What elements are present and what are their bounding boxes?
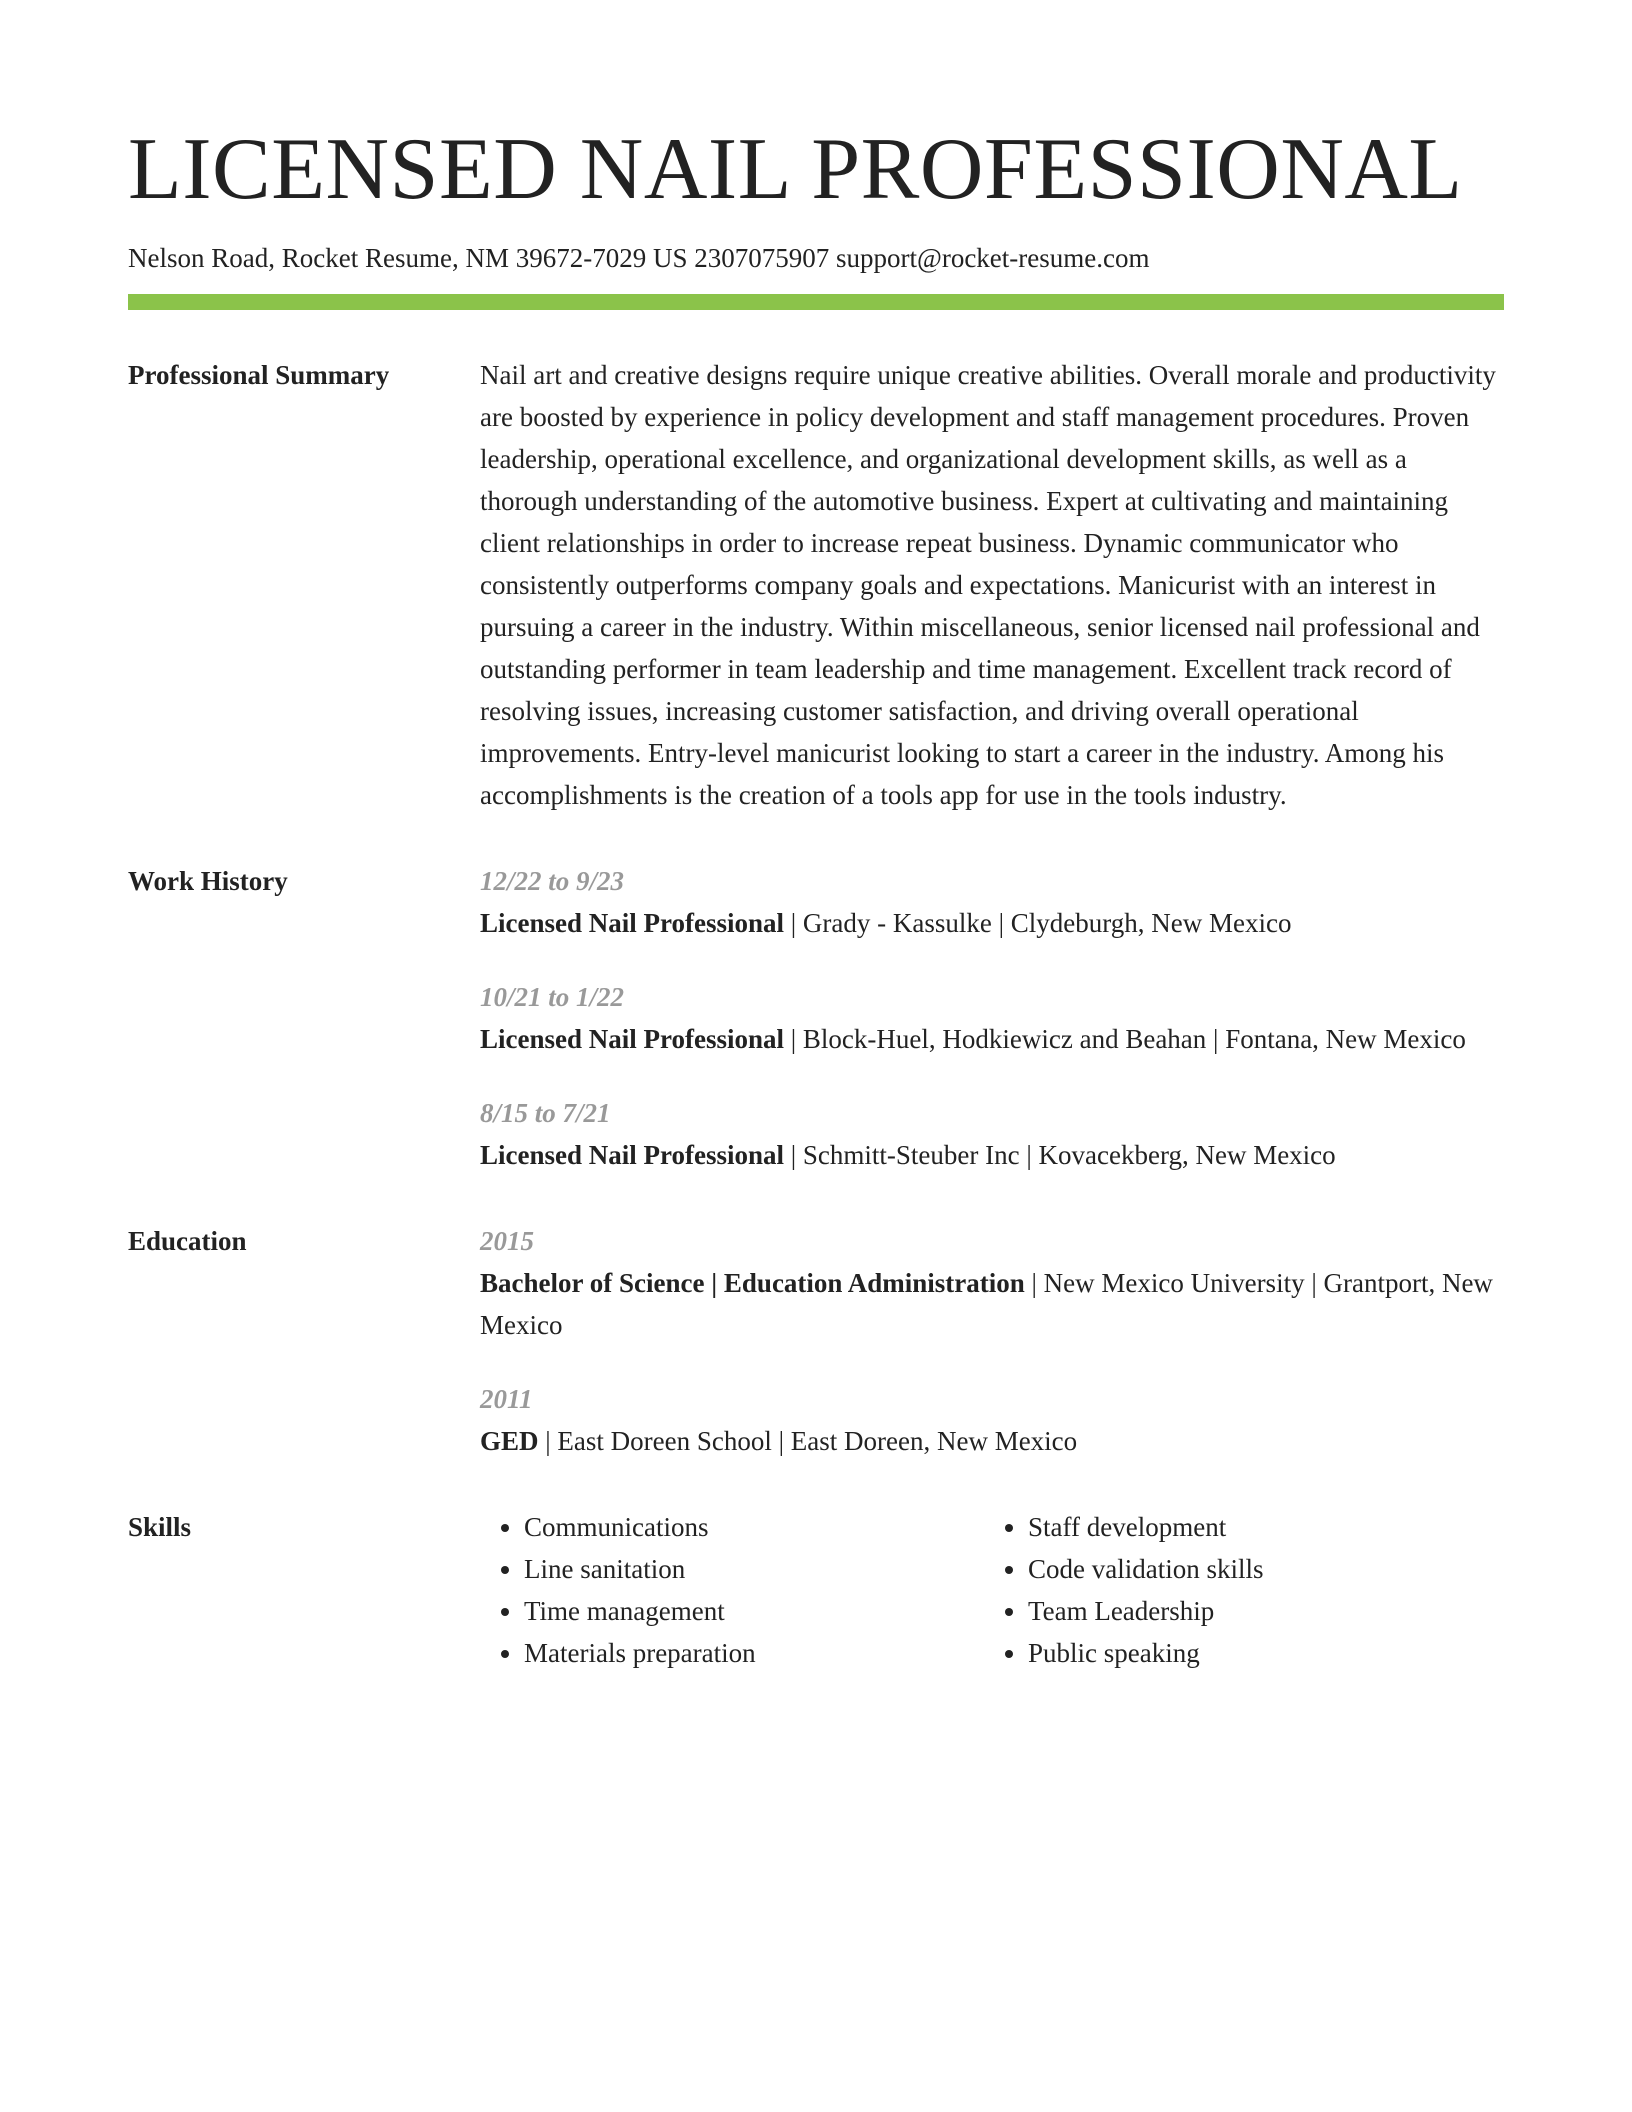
education-entry: [480, 1220, 1504, 1346]
resume-page: [128, 118, 1504, 1674]
education-entry-year: 2011: [480, 1384, 533, 1414]
skills-list-right: [984, 1506, 1508, 1674]
skill-item: • Staff development: [1028, 1506, 1508, 1548]
work-entry-title: Licensed Nail Professional: [480, 908, 785, 938]
skill-item: • Communications: [524, 1506, 984, 1548]
summary-body: [480, 354, 1504, 816]
skills-list-left: [480, 1506, 984, 1674]
work-entry: [480, 1092, 1504, 1176]
skills-body: [480, 1506, 1508, 1674]
section-work-history: [128, 866, 1504, 1176]
skill-item: • Time management: [524, 1590, 984, 1632]
skill-item: • Code validation skills: [1028, 1548, 1508, 1590]
work-entry-dates: 12/22 to 9/23: [480, 866, 625, 896]
work-entry-title: Licensed Nail Professional: [480, 1140, 785, 1170]
work-entry-dates: 10/21 to 1/22: [480, 982, 625, 1012]
work-entry-details: | Grady - Kassulke | Clydeburgh, New Mexico: [784, 908, 1292, 938]
work-entry-line: [480, 1018, 1504, 1060]
education-entry-line: [480, 1262, 1504, 1346]
skill-item: • Line sanitation: [524, 1548, 984, 1590]
work-entry: [480, 976, 1504, 1060]
work-entry-title: Licensed Nail Professional: [480, 1024, 785, 1054]
education-entry-details: | East Doreen School | East Doreen, New Mexico: [538, 1426, 1078, 1456]
skill-item: • Team Leadership: [1028, 1590, 1508, 1632]
header-divider: [128, 294, 1504, 310]
section-label-work-history: Work History: [128, 866, 288, 896]
skill-item: • Public speaking: [1028, 1632, 1508, 1674]
education-body: [480, 1220, 1504, 1462]
skill-item: • Materials preparation: [524, 1632, 984, 1674]
work-entry-details: | Schmitt-Steuber Inc | Kovacekberg, New Mexico: [784, 1140, 1336, 1170]
education-entry: [480, 1378, 1504, 1462]
section-label-education: Education: [128, 1226, 247, 1256]
education-entry-year: 2015: [480, 1226, 534, 1256]
education-entry-degree: GED: [480, 1426, 539, 1456]
summary-text: Nail art and creative designs require unique creative abilities. Overall morale and productivity are boosted by experience in policy development and staff management procedures. Proven leadership, operational excellence, and organizational development skills, as well as a thorough understanding of the automotive business. Expert at cultivating and maintaining client relationships in order to increase repeat business. Dynamic communicator who consistently outperforms company goals and expectations. Manicurist with an interest in pursuing a career in the industry. Within miscellaneous, senior licensed nail professional and outstanding performer in team leadership and time management. Excellent track record of resolving issues, increasing customer satisfaction, and driving overall operational improvements. Entry-level manicurist looking to start a career in the industry. Among his accomplishments is the creation of a tools app for use in the tools industry.: [480, 360, 1496, 810]
section-label-skills: Skills: [128, 1512, 192, 1542]
section-education: [128, 1226, 1504, 1462]
work-entry-details: | Block-Huel, Hodkiewicz and Beahan | Fontana, New Mexico: [784, 1024, 1466, 1054]
work-entry-dates: 8/15 to 7/21: [480, 1098, 611, 1128]
work-entry: [480, 860, 1504, 944]
work-entry-line: [480, 902, 1504, 944]
resume-name-heading: LICENSED NAIL PROFESSIONAL: [128, 121, 1463, 218]
education-entry-details: | New Mexico University | Grantport, New Mexico: [480, 1268, 1493, 1340]
work-history-body: [480, 860, 1504, 1176]
section-professional-summary: [128, 360, 1504, 816]
contact-line: Nelson Road, Rocket Resume, NM 39672-7029 US 2307075907 support@rocket-resume.com: [128, 243, 1150, 273]
education-entry-degree: Bachelor of Science | Education Administration: [480, 1268, 1025, 1298]
section-label-summary: Professional Summary: [128, 360, 390, 390]
work-entry-line: [480, 1134, 1504, 1176]
education-entry-line: [480, 1420, 1504, 1462]
section-skills: [128, 1512, 1504, 1674]
